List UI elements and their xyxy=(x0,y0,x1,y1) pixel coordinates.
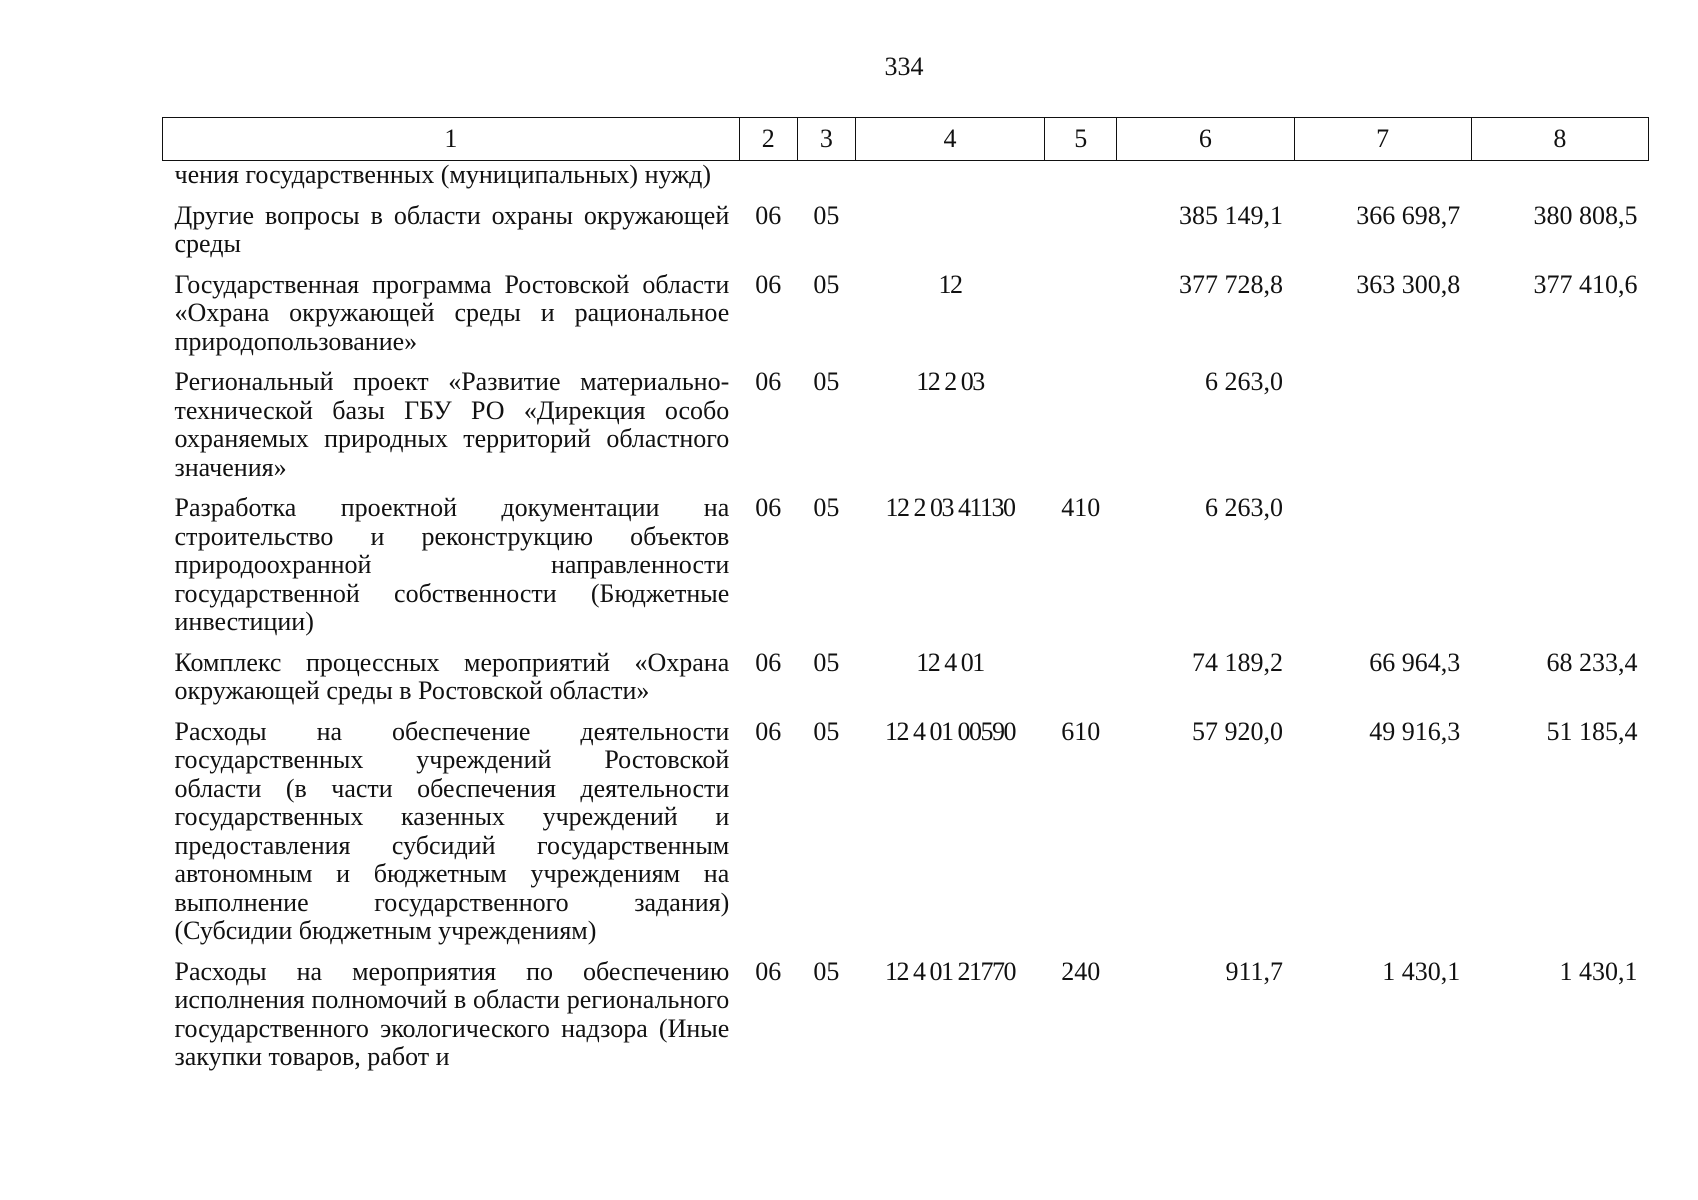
row-name: Государственная программа Ростовской области «Охрана окружающей среды и рациональное природопользование» xyxy=(174,269,730,356)
column-header-3: 3 xyxy=(797,118,855,161)
row-amount-col8 xyxy=(1471,494,1648,649)
row-name: Региональный проект «Развитие материально-технической базы ГБУ РО «Дирекция особо охраняемых природных территорий областного значения» xyxy=(174,367,730,482)
table-row xyxy=(163,368,1649,494)
row-amount-col7: 1 430,1 xyxy=(1382,956,1461,986)
row-expense-type: 410 xyxy=(1061,493,1101,522)
column-header-5: 5 xyxy=(1045,118,1117,161)
header-row xyxy=(163,118,1649,161)
row-target-article xyxy=(855,161,1044,202)
row-name: чения государственных (муниципальных) нужд) xyxy=(174,160,712,189)
row-expense-type: 610 xyxy=(1061,716,1101,746)
row-amount-col8: 1 430,1 xyxy=(1559,956,1638,986)
row-subsection xyxy=(797,161,855,202)
row-name: Комплекс процессных мероприятий «Охрана окружающей среды в Ростовской области» xyxy=(174,647,730,705)
row-amount-col6 xyxy=(1117,161,1294,202)
column-header-4: 4 xyxy=(855,118,1044,161)
row-amount-col8: 377 410,6 xyxy=(1533,269,1638,299)
row-amount-col6: 911,7 xyxy=(1225,956,1283,986)
row-amount-col8 xyxy=(1471,161,1648,202)
row-name: Расходы на мероприятия по обеспечению исполнения полномочий в области регионального государственного экологического надзора (Иные закупки товаров, работ и xyxy=(174,956,730,1071)
row-amount-col6: 74 189,2 xyxy=(1192,647,1283,677)
row-amount-col7: 66 964,3 xyxy=(1369,647,1461,677)
row-subsection: 05 xyxy=(813,716,840,746)
row-expense-type xyxy=(1045,202,1117,271)
row-amount-col7: 366 698,7 xyxy=(1356,200,1461,230)
row-section xyxy=(739,161,797,202)
row-name: Другие вопросы в области охраны окружающей среды xyxy=(174,200,730,258)
column-header-8: 8 xyxy=(1471,118,1648,161)
row-name: Разработка проектной документации на строительство и реконструкцию объектов природоохранной направленности государственной собственности (Бюджетные инвестиции) xyxy=(174,493,730,636)
row-section: 06 xyxy=(755,956,782,986)
table-row xyxy=(163,718,1649,958)
table-row xyxy=(163,649,1649,718)
row-amount-col7: 49 916,3 xyxy=(1369,716,1461,746)
row-amount-col6: 377 728,8 xyxy=(1179,269,1283,299)
row-target-article: 12 2 03 41130 xyxy=(885,493,1015,522)
row-amount-col8: 380 808,5 xyxy=(1533,200,1638,230)
row-target-article: 12 4 01 xyxy=(916,647,984,677)
row-amount-col7: 363 300,8 xyxy=(1356,269,1461,299)
row-expense-type xyxy=(1045,368,1117,494)
row-section: 06 xyxy=(755,367,782,396)
row-amount-col8: 68 233,4 xyxy=(1546,647,1638,677)
row-expense-type xyxy=(1045,161,1117,202)
row-amount-col8 xyxy=(1471,368,1648,494)
row-subsection: 05 xyxy=(813,200,840,230)
row-amount-col6: 385 149,1 xyxy=(1179,200,1283,230)
row-subsection: 05 xyxy=(813,269,840,299)
row-subsection: 05 xyxy=(813,493,840,522)
table-body xyxy=(163,161,1649,1084)
row-subsection: 05 xyxy=(813,956,840,986)
row-section: 06 xyxy=(755,269,782,299)
row-name: Расходы на обеспечение деятельности государственных учреждений Ростовской области (в части обеспечения деятельности государственных казенных учреждений и предоставления субсидий государственным автономным и бюджетным учреждениям на выполнение государственного задания) (Субсидии бюджетным учреждениям) xyxy=(174,716,730,945)
row-amount-col6: 57 920,0 xyxy=(1192,716,1283,746)
row-subsection: 05 xyxy=(813,647,840,677)
budget-table xyxy=(162,117,1649,1084)
column-header-1: 1 xyxy=(163,118,740,161)
row-amount-col6: 6 263,0 xyxy=(1205,493,1283,522)
row-amount-col6: 6 263,0 xyxy=(1205,367,1283,396)
row-target-article: 12 4 01 21770 xyxy=(885,956,1016,986)
row-section: 06 xyxy=(755,647,782,677)
row-expense-type: 240 xyxy=(1061,956,1101,986)
row-expense-type xyxy=(1045,271,1117,369)
table-row xyxy=(163,494,1649,649)
table-header xyxy=(163,118,1649,161)
row-section: 06 xyxy=(755,493,782,522)
table-row xyxy=(163,271,1649,369)
row-section: 06 xyxy=(755,716,782,746)
row-expense-type xyxy=(1045,649,1117,718)
page-number: 334 xyxy=(884,52,924,81)
row-target-article: 12 xyxy=(938,269,962,299)
row-target-article xyxy=(855,202,1044,271)
table-row xyxy=(163,958,1649,1084)
row-subsection: 05 xyxy=(813,367,840,396)
column-header-7: 7 xyxy=(1294,118,1471,161)
table-row xyxy=(163,161,1649,202)
row-target-article: 12 2 03 xyxy=(916,367,984,396)
row-amount-col7 xyxy=(1294,494,1471,649)
column-header-2: 2 xyxy=(739,118,797,161)
row-amount-col7 xyxy=(1294,368,1471,494)
row-amount-col7 xyxy=(1294,161,1471,202)
row-target-article: 12 4 01 00590 xyxy=(885,716,1016,746)
row-section: 06 xyxy=(755,200,782,230)
row-amount-col8: 51 185,4 xyxy=(1546,716,1638,746)
column-header-6: 6 xyxy=(1117,118,1294,161)
table-row xyxy=(163,202,1649,271)
